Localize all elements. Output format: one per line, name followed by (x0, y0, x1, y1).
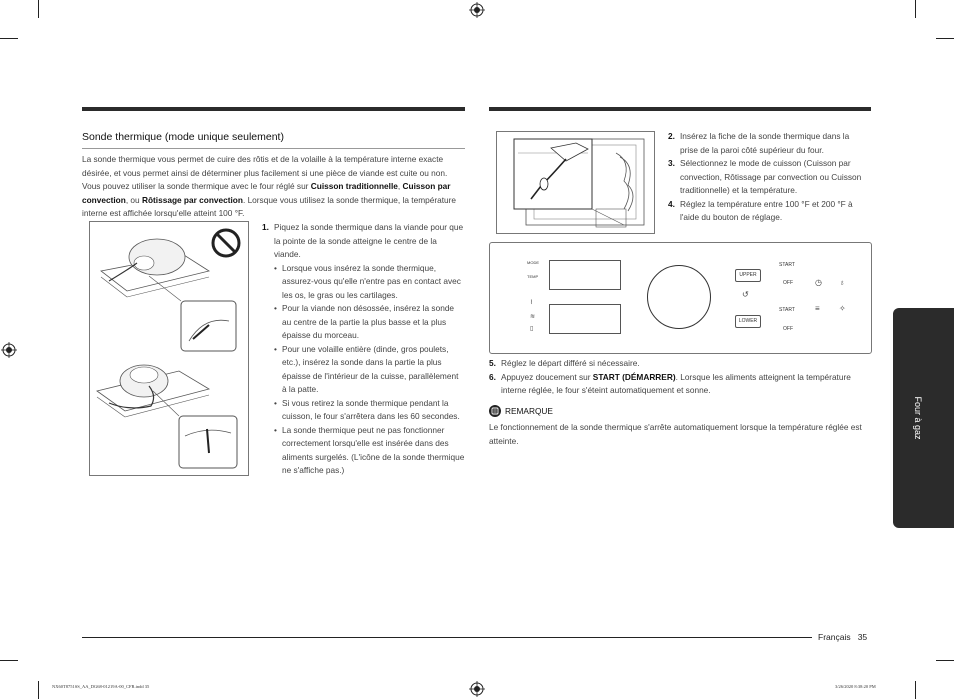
crop-mark (38, 0, 39, 18)
step-item (262, 221, 465, 262)
bullet-item: • Lorsque vous insérez la sonde thermique, assurez-vous qu'elle n'entre pas en contact avec les os, le gras ou les cartilages. (262, 262, 465, 303)
settings-icon: ✧ (839, 304, 846, 313)
step-item (668, 130, 868, 157)
steps-right-bottom (489, 357, 869, 398)
registration-mark-icon (1, 342, 17, 358)
footer-language: Français (818, 632, 851, 642)
note-icon (489, 405, 501, 417)
crop-mark (936, 38, 954, 39)
remark-heading (489, 405, 553, 417)
crop-mark (936, 660, 954, 661)
menu-icon: ≡ (815, 304, 820, 313)
column-header-bar (82, 107, 465, 111)
crop-mark (915, 0, 916, 18)
footer-rule (82, 637, 812, 638)
print-timestamp: 3/26/2020 8:38:20 PM (835, 684, 876, 689)
file-name: NX60T8751SS_AA_DG68-01219A-00_CFR.indd 35 (52, 684, 150, 689)
remark-label: REMARQUE (505, 406, 553, 416)
upper-button: UPPER (735, 269, 761, 282)
probe-icon: ⌇ (530, 300, 533, 306)
start-lower-label: START (779, 307, 795, 313)
crop-mark (915, 681, 916, 699)
crop-mark (0, 660, 18, 661)
step-item (489, 357, 869, 371)
temp-label: TEMP (527, 274, 539, 279)
wifi-icon: ≋ (530, 314, 536, 320)
step-text: Réglez la température entre 100 °F et 200 °F à l'aide du bouton de réglage. (680, 198, 853, 222)
step-number: 4. (668, 198, 675, 209)
section-title: Sonde thermique (mode unique seulement) (82, 131, 284, 143)
step-text: Réglez le départ différé si nécessaire. (501, 358, 640, 368)
page-footer (818, 632, 867, 642)
lock-icon: ▯ (530, 326, 534, 332)
intro-paragraph: La sonde thermique vous permet de cuire des rôtis et de la volaille à la température interne exacte désirée, et vous permet ainsi de déterminer plus facilement si une pièce de viande est cuite ou non. Vous pouvez utiliser la sonde thermique avec le four réglé sur Cuisson traditionnelle, Cuisson par convection, ou Rôtissage par convection. Lorsque vous utilisez la sonde thermique, la température interne est affichée lorsqu'elle atteint 100 °F. (82, 154, 457, 218)
bullet-item: • Si vous retirez la sonde thermique pendant la cuisson, le four s'arrêtera dans les 60 secondes. (262, 397, 465, 424)
step-text: Sélectionnez le mode de cuisson (Cuisson par convection, Rôtissage par convection ou Cuisson traditionnelle) et la température. (680, 158, 862, 195)
probe-insertion-illustration (89, 221, 249, 476)
off-upper-label: OFF (783, 280, 793, 286)
step-number: 5. (489, 358, 496, 368)
back-icon: ↺ (742, 290, 749, 299)
step-number: 6. (489, 371, 496, 382)
chapter-tab-label: Four à gaz (913, 396, 923, 440)
step-text: Insérez la fiche de la sonde thermique dans la prise de la paroi côté supérieur du four. (680, 131, 850, 155)
light-icon: ♁ (839, 278, 845, 287)
bullet-item: • Pour la viande non désossée, insérez la sonde au centre de la partie la plus basse et la plus épaisse du morceau. (262, 302, 465, 343)
lower-button: LOWER (735, 315, 761, 328)
step-number: 2. (668, 131, 675, 141)
upper-display (549, 260, 621, 290)
start-upper-label: START (779, 262, 795, 268)
step-number: 1. (262, 222, 269, 232)
oven-socket-illustration (496, 131, 655, 234)
registration-mark-icon (469, 2, 485, 18)
crop-mark (0, 38, 18, 39)
step-number: 3. (668, 158, 675, 168)
column-header-bar (489, 107, 871, 111)
remark-text: Le fonctionnement de la sonde thermique s'arrête automatiquement lorsque la température réglée est atteinte. (489, 422, 862, 446)
bullet-item: • Pour une volaille entière (dinde, gros poulets, etc.), insérez la sonde dans la partie la plus épaisse de l'intérieur de la cuisse, parallèlement à la patte. (262, 343, 465, 397)
steps-left-column (262, 221, 465, 478)
timer-icon: ◷ (815, 278, 822, 287)
control-panel-illustration (489, 242, 872, 354)
step-item (668, 157, 868, 198)
lower-display (549, 304, 621, 334)
heading-underline (82, 148, 465, 149)
off-lower-label: OFF (783, 326, 793, 332)
steps-right-top (668, 130, 868, 225)
step-item: 6. Appuyez doucement sur START (DÉMARRER). Lorsque les aliments atteignent la température interne réglée, le four s'éteint automatiquement et sonne. (489, 371, 851, 395)
step-text: Piquez la sonde thermique dans la viande pour que la pointe de la sonde atteigne le centre de la viande. (274, 222, 464, 259)
mode-label: MODE (527, 260, 539, 265)
chapter-tab (893, 308, 954, 528)
registration-mark-icon (469, 681, 485, 697)
control-knob (647, 265, 711, 329)
bullet-item: • La sonde thermique peut ne pas fonctionner correctement lorsqu'elle est insérée dans des aliments surgelés. (L'icône de la sonde thermique ne s'affiche pas.) (262, 424, 465, 478)
crop-mark (38, 681, 39, 699)
page-number: 35 (857, 632, 868, 642)
step-item (668, 198, 868, 225)
